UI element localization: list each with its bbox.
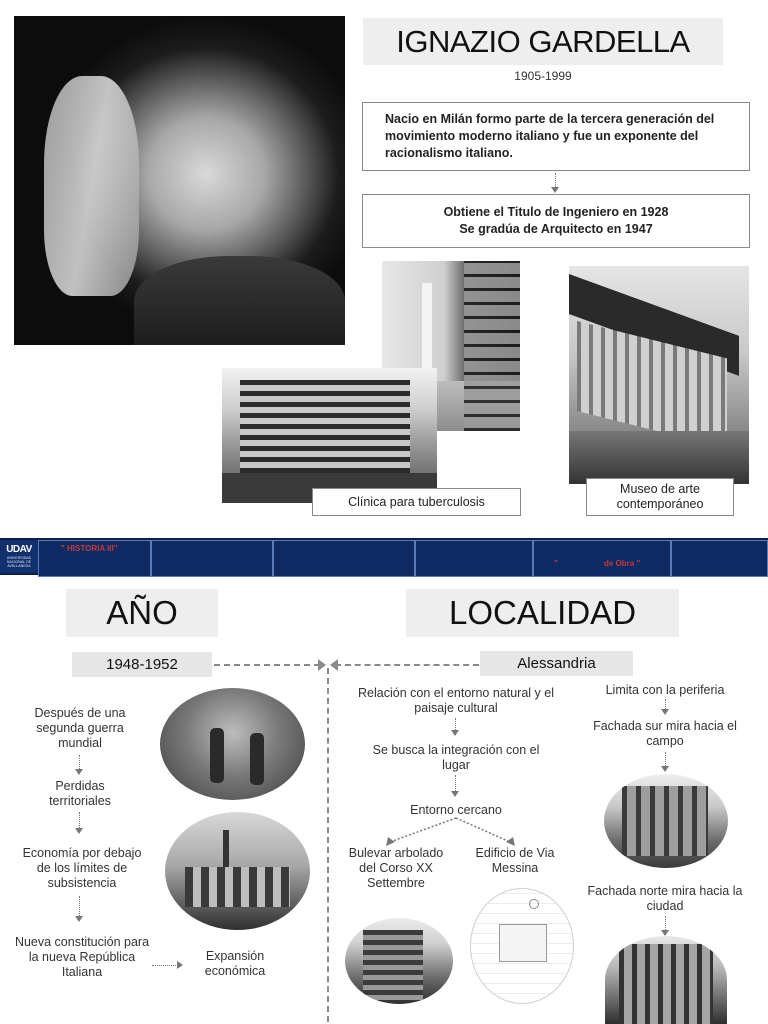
museum-caption-line-2: contemporáneo [616,497,704,511]
dashed-line-left [214,664,320,666]
context-item-2: Se busca la integración con el lugar [372,743,540,772]
museum-caption [586,478,734,516]
clinic-caption [312,488,521,516]
boulevard-building-photo [345,918,453,1004]
location-value: Alessandria [517,655,596,672]
context-branch [360,816,540,848]
university-logo-text: UDAV [6,544,32,555]
north-facade-photo [605,936,727,1024]
history-item-1: Después de una segunda guerra mundial [34,706,126,750]
bar-cell-work [533,540,671,577]
context-item-3: Entorno cercano [410,803,502,817]
museum-caption-line-1: Museo de arte [620,482,700,496]
bar-cell-6 [671,540,768,577]
year-value-box [72,652,212,677]
degree-architect: Se gradúa de Arquitecto en 1947 [459,222,653,236]
degrees-box [362,194,750,248]
location-title [406,589,679,637]
course-bar [0,538,768,575]
history-item-4: Nueva constitución para la nueva República Italiana [14,935,150,979]
portrait-hand [44,76,139,296]
facade-item-1: Limita con la periferia [605,683,725,697]
history-arrow-3 [75,916,83,922]
war-ruins-photo [160,688,305,800]
dashed-arrow-left [330,659,338,671]
facade-item-2: Fachada sur mira hacia el campo [593,719,737,748]
expansion-dots [152,965,178,966]
context-dots-2 [455,775,456,791]
context-dots-1 [455,718,456,730]
context-arrow-2 [451,791,459,797]
museum-photo [569,266,749,484]
work-quote-open: " [554,559,558,568]
clinic-photo [222,368,437,503]
clinic-caption-text: Clínica para tuberculosis [348,494,485,509]
expansion-arrow [177,961,183,969]
bar-cell-2 [151,540,273,577]
facade-arrow-2 [661,766,669,772]
history-item-3: Economía por debajo de los límites de subsistencia [22,846,142,890]
degree-engineer: Obtiene el Titulo de Ingeniero en 1928 [443,205,669,219]
context-arrow-1 [451,730,459,736]
history-arrow-2 [75,828,83,834]
context-item-1: Relación con el entorno natural y el paisaje cultural [358,686,554,715]
site-plan-drawing [470,888,574,1004]
bar-cell-course [38,540,151,577]
connector-dots [555,173,556,187]
history-dots-1 [79,755,80,769]
university-logo-subtext: UNIVERSIDAD NACIONAL DE AVELLANEDA [6,556,32,568]
portrait-suit [134,256,345,345]
factory-photo [165,812,310,930]
location-title-text: LOCALIDAD [448,594,637,631]
bar-cell-3 [273,540,415,577]
dashed-divider [327,668,329,1022]
context-item-4: Bulevar arbolado del Corso XX Settembre [348,846,444,890]
dashed-line-right [335,664,479,666]
year-title [66,589,218,637]
year-value: 1948-1952 [106,656,178,673]
facade-dots-2 [665,752,666,766]
facade-item-3: Fachada norte mira hacia la ciudad [587,884,743,913]
bio-line-2: movimiento moderno italiano y fue un exponente del [385,129,699,143]
facade-dots-1 [665,699,666,709]
facade-dots-3 [665,916,666,930]
expansion-text: Expansión económica [204,949,266,978]
bar-cell-4 [415,540,533,577]
context-item-5: Edificio de Via Messina [475,846,555,875]
dashed-arrow-right [318,659,326,671]
history-item-2: Perdidas territoriales [49,779,111,808]
history-dots-3 [79,896,80,916]
facade-arrow-1 [661,709,669,715]
work-label: de Obra " [604,559,641,568]
bio-line-1: Nacio en Milán formo parte de la tercera generación del [385,112,715,126]
bio-line-3: racionalismo italiano. [385,146,513,160]
year-title-text: AÑO [106,594,178,631]
name-title-text: IGNAZIO GARDELLA [396,23,690,59]
connector-arrow [551,187,559,193]
location-value-box [480,651,633,676]
south-facade-photo [604,774,728,868]
portrait-photo [14,16,345,345]
course-label: " HISTORIA III" [61,544,118,553]
name-title [363,18,723,65]
university-logo [0,540,39,573]
history-arrow-1 [75,769,83,775]
bio-box [362,102,750,171]
life-years: 1905-1999 [514,69,572,83]
history-dots-2 [79,812,80,828]
